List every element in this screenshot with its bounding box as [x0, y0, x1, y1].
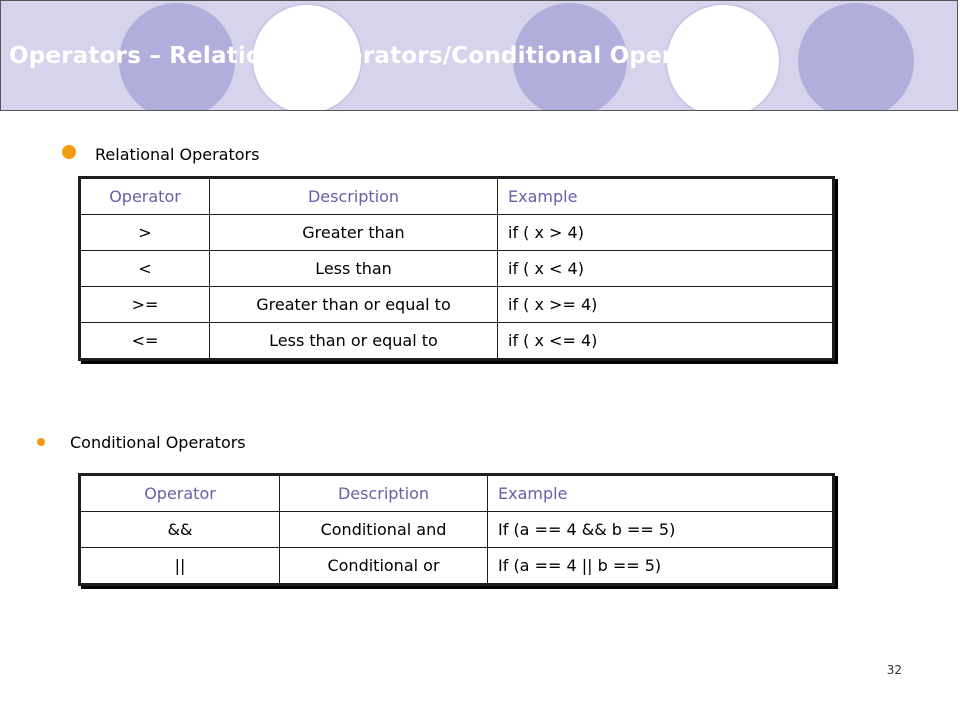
table-row — [80, 548, 834, 585]
title-banner — [0, 0, 958, 111]
table-header-row — [80, 178, 834, 215]
description-cell: Less than or equal to — [210, 323, 498, 360]
table-row — [80, 287, 834, 323]
table-header-row — [80, 475, 834, 512]
example-cell: if ( x <= 4) — [498, 323, 834, 360]
operator-cell: || — [80, 548, 280, 585]
decorative-circle — [798, 3, 914, 111]
column-header: Operator — [80, 178, 210, 215]
column-header: Description — [280, 475, 488, 512]
description-cell: Less than — [210, 251, 498, 287]
relational-heading: Relational Operators — [95, 145, 260, 164]
example-cell: if ( x >= 4) — [498, 287, 834, 323]
operator-cell: < — [80, 251, 210, 287]
description-cell: Greater than or equal to — [210, 287, 498, 323]
example-cell: if ( x < 4) — [498, 251, 834, 287]
conditional-operators-table — [78, 473, 835, 586]
column-header: Description — [210, 178, 498, 215]
example-cell: If (a == 4 && b == 5) — [488, 512, 834, 548]
slide-title: Operators – Relational Operators/Conditional Operators — [9, 43, 742, 69]
operator-cell: > — [80, 215, 210, 251]
column-header: Operator — [80, 475, 280, 512]
operator-cell: >= — [80, 287, 210, 323]
example-cell: If (a == 4 || b == 5) — [488, 548, 834, 585]
page-number: 32 — [886, 663, 902, 677]
relational-operators-table — [78, 176, 835, 361]
table-row — [80, 215, 834, 251]
description-cell: Greater than — [210, 215, 498, 251]
bullet-icon — [62, 145, 76, 159]
table-row — [80, 512, 834, 548]
bullet-icon — [37, 438, 45, 446]
conditional-heading: Conditional Operators — [70, 433, 246, 452]
operator-cell: && — [80, 512, 280, 548]
column-header: Example — [498, 178, 834, 215]
example-cell: if ( x > 4) — [498, 215, 834, 251]
table-row — [80, 251, 834, 287]
table-row — [80, 323, 834, 360]
description-cell: Conditional and — [280, 512, 488, 548]
operator-cell: <= — [80, 323, 210, 360]
column-header: Example — [488, 475, 834, 512]
description-cell: Conditional or — [280, 548, 488, 585]
